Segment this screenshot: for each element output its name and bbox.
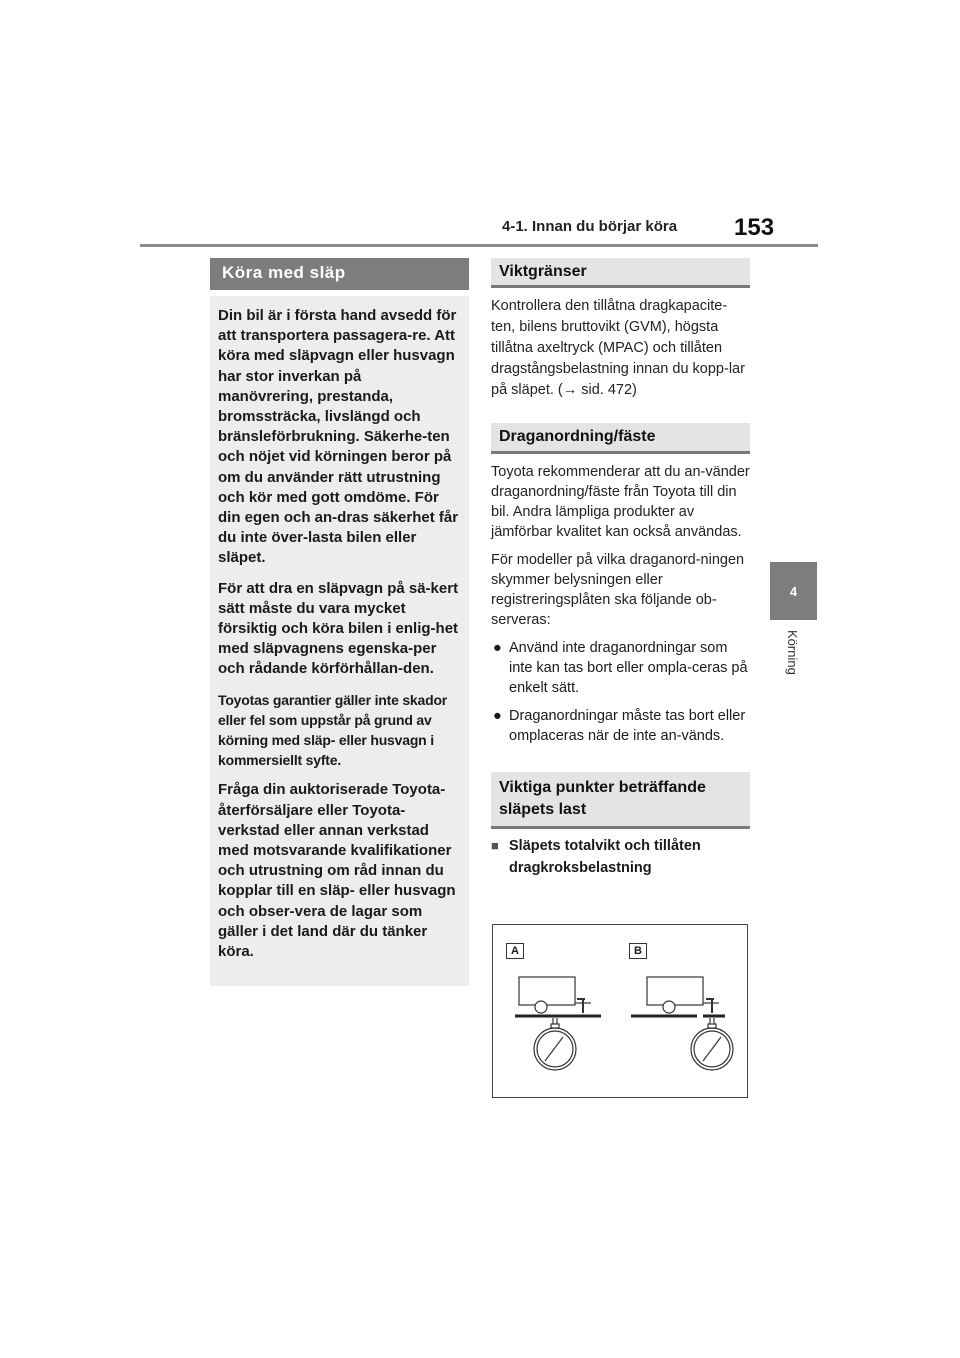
page-number: 153: [734, 214, 775, 241]
bullet-icon: ●: [493, 708, 502, 724]
list-item: [491, 706, 750, 746]
towbar-text-1: Toyota rekommenderar att du an-vänder draganordning/fäste från Toyota till din bil. Andra lämpliga produkter av jämförbar kvalitet kan också användas.: [491, 464, 750, 540]
towing-paragraph: Fråga din auktoriserade Toyota-återförsäljare eller Toyota-verkstad eller annan verkstad med motsvarande kvalifikationer och utrustning om råd innan du kopplar till en släp- eller husvagn och obser-vera de lagar som gäller i det land där du tänker köra.: [218, 781, 456, 961]
towing-paragraph: Toyotas garantier gäller inte skador eller fel som uppstår på grund av körning med släp- eller husvagn i kommersiellt syfte.: [218, 691, 448, 769]
weight-limits-heading: Viktgränser: [491, 258, 750, 288]
load-subheading: [491, 835, 750, 879]
trailer-a-icon: [515, 977, 601, 1070]
trailer-scale-illustration: [493, 925, 747, 1097]
section-title: 4-1. Innan du börjar köra: [502, 218, 678, 235]
towbar-text-2: För modeller på vilka draganord-ningen skymmer belysningen eller registreringsplåten ska följande ob-serveras:: [491, 552, 745, 628]
trailer-b-icon: [631, 977, 733, 1070]
weight-limits-text: Kontrollera den tillåtna dragkapacite-ten, bilens bruttovikt (GVM), högsta tillåtna axeltryck (MPAC) och tillåten dragstångsbelastning innan du kopp-lar på släpet. (→ sid. 472): [491, 298, 745, 398]
trailer-weight-figure: [492, 924, 748, 1098]
list-item-text: Draganordningar måste tas bort eller omplaceras när de inte an-vänds.: [509, 708, 746, 744]
chapter-label-text: Körning: [785, 630, 800, 675]
chapter-label: [782, 630, 806, 700]
figure-label-a: A: [506, 943, 524, 959]
list-item-text: Använd inte draganordningar som inte kan tas bort eller ompla-ceras på enkelt sätt.: [509, 640, 748, 696]
towbar-heading: Draganordning/fäste: [491, 423, 750, 454]
square-bullet-icon: ■: [491, 838, 499, 853]
towing-paragraph: Din bil är i första hand avsedd för att transportera passagera-re. Att köra med släpvagn eller husvagn har stor inverkan på manövrering, prestanda, bromssträcka, livslängd och bränsleförbrukning. Säkerhe-ten och nöjet vid körningen beror på om du använder rätt utrustning och kör med gott omdöme. För din egen och an-dras säkerhet får du inte över-lasta bilen eller släpet.: [218, 307, 459, 567]
towing-paragraph: För att dra en släpvagn på sä-kert sätt måste du vara mycket försiktig och köra bilen i enlig-het med släpvagnens egenska-per och rådande körförhållan-den.: [218, 579, 459, 678]
load-subheading-text: Släpets totalvikt och tillåten dragkroksbelastning: [509, 838, 701, 876]
towing-title: Köra med släp: [210, 258, 469, 290]
chapter-tab: 4: [770, 562, 817, 620]
bullet-icon: ●: [493, 640, 502, 656]
header-divider: [140, 244, 818, 247]
right-column: [491, 258, 750, 879]
load-points-heading: Viktiga punkter beträffande släpets last: [491, 772, 750, 829]
towing-info-box: [210, 296, 469, 986]
list-item: [491, 638, 750, 698]
figure-label-b: B: [629, 943, 647, 959]
